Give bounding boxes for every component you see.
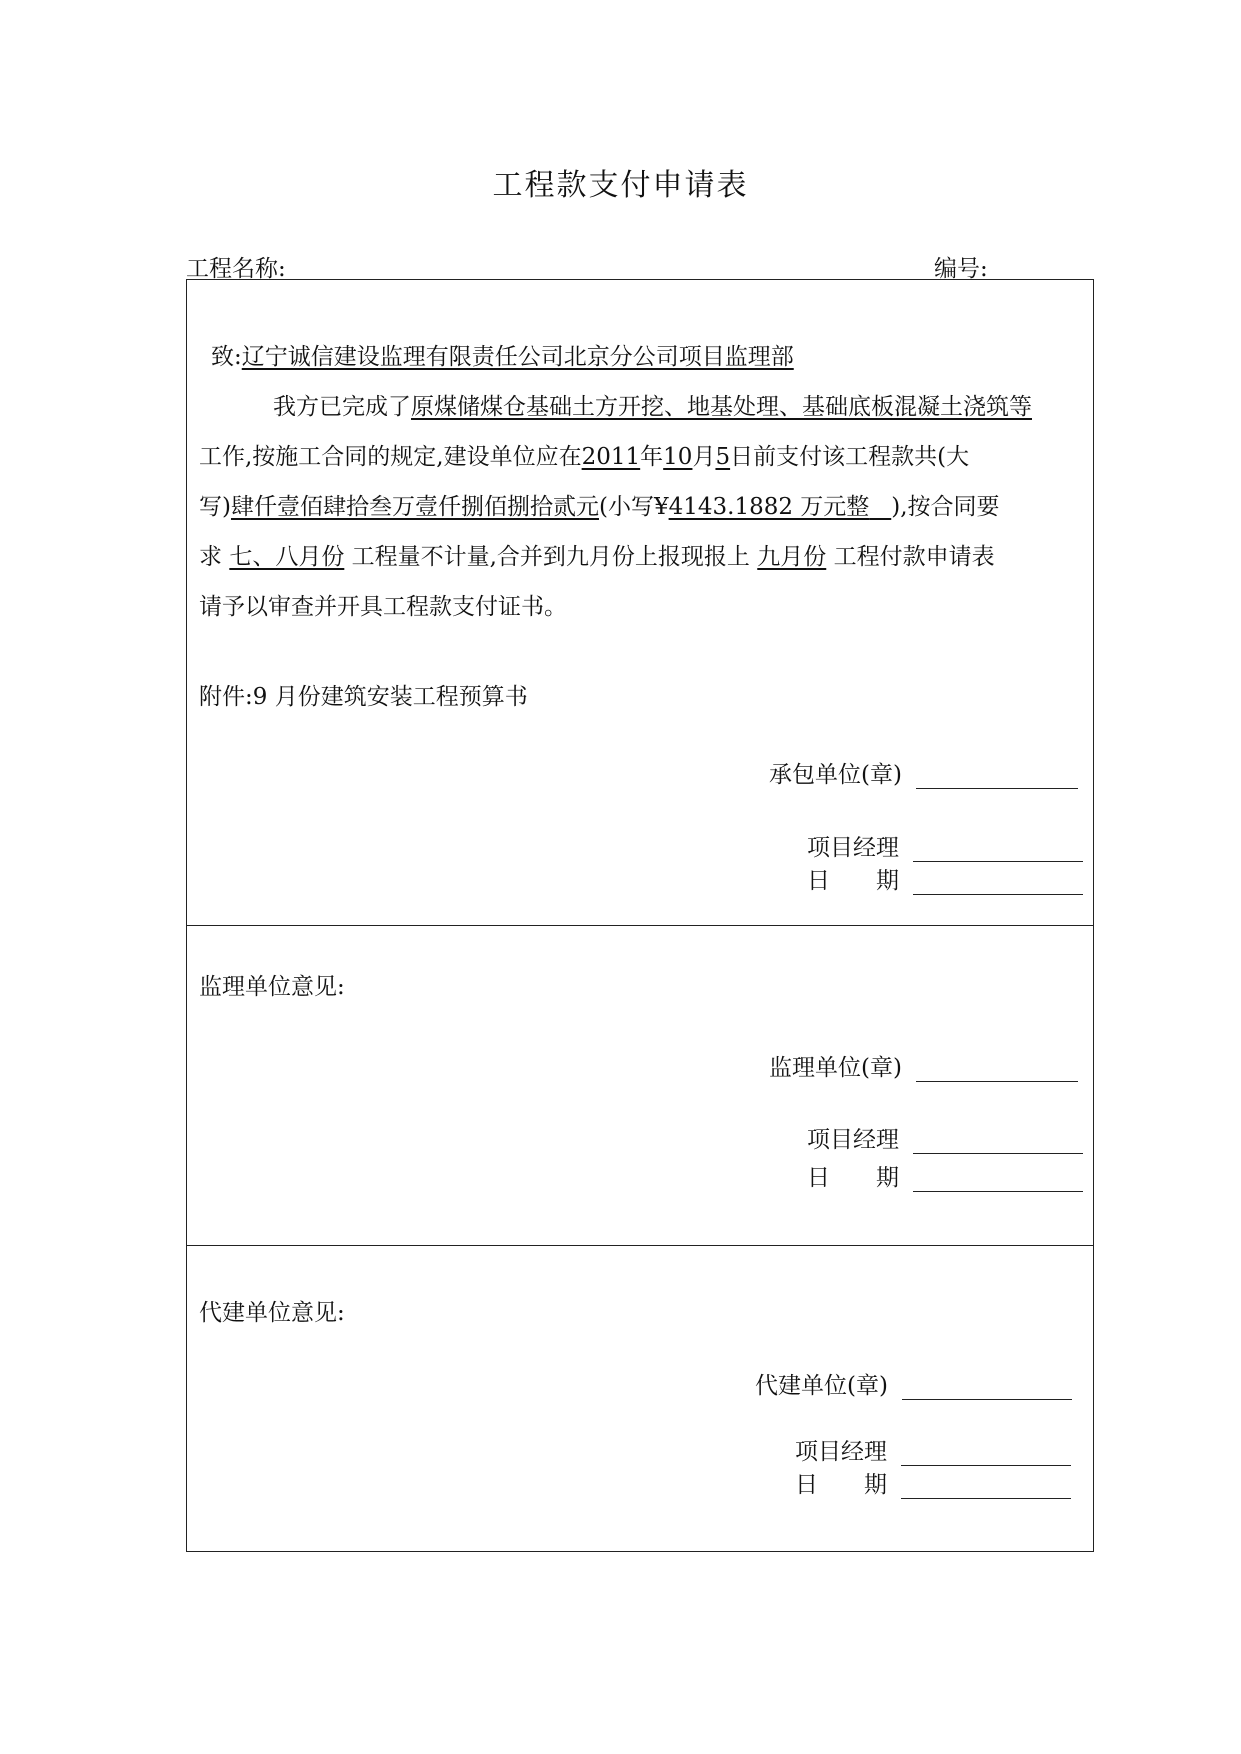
contractor-date: 日 期 — [807, 862, 1083, 895]
excluded-months: 七、八月份 — [229, 544, 345, 570]
application-section — [187, 280, 1093, 926]
body-line-5: 请予以审查并开具工程款支付证书。 — [199, 594, 567, 620]
payment-year: 2011 — [581, 444, 641, 470]
document-title: 工程款支付申请表 — [492, 168, 749, 203]
agent-blank — [902, 1375, 1072, 1400]
agent-section — [187, 1246, 1093, 1551]
supervision-signature: 监理单位(章) — [769, 1049, 1078, 1082]
agent-date-blank — [901, 1474, 1071, 1499]
attachment-line: 附件:9 月份建筑安装工程预算书 — [199, 684, 528, 710]
contractor-pm-signature: 项目经理 — [807, 829, 1083, 862]
agent-pm-blank — [901, 1441, 1071, 1466]
body-line-1: 我方已完成了原煤储煤仓基础土方开挖、地基处理、基础底板混凝土浇筑等 — [273, 394, 1032, 420]
work-description: 原煤储煤仓基础土方开挖、地基处理、基础底板混凝土浇筑等 — [411, 394, 1032, 420]
supervision-date: 日 期 — [807, 1159, 1083, 1192]
agent-date: 日 期 — [795, 1466, 1071, 1499]
supervision-section — [187, 926, 1093, 1246]
supervision-pm-signature: 项目经理 — [807, 1121, 1083, 1154]
supervision-opinion-label: 监理单位意见: — [199, 974, 345, 1000]
contractor-pm-blank — [913, 837, 1083, 862]
project-name-label: 工程名称: — [186, 256, 286, 282]
report-month: 九月份 — [757, 544, 827, 570]
payment-month: 10 — [663, 444, 693, 470]
contractor-blank — [916, 764, 1078, 789]
amount-in-figures: 4143.1882 万元整 — [668, 494, 870, 520]
body-line-3: 写)肆仟壹佰肆拾叁万壹仟捌佰捌拾贰元(小写¥4143.1882 万元整 ),按合同要 — [199, 494, 1000, 520]
contractor-date-blank — [913, 870, 1083, 895]
body-line-4: 求 七、八月份 工程量不计量,合并到九月份上报现报上 九月份 工程付款申请表 — [199, 544, 995, 570]
form-table — [186, 279, 1094, 1552]
agent-pm-signature: 项目经理 — [795, 1433, 1071, 1466]
agent-opinion-label: 代建单位意见: — [199, 1300, 345, 1326]
amount-in-words: 肆仟壹佰肆拾叁万壹仟捌佰捌拾贰元 — [230, 494, 599, 520]
addressee-value: 辽宁诚信建设监理有限责任公司北京分公司项目监理部 — [241, 344, 794, 370]
supervision-blank — [916, 1057, 1078, 1082]
body-line-2: 工作,按施工合同的规定,建设单位应在2011年10月5日前支付该工程款共(大 — [199, 444, 970, 470]
agent-signature: 代建单位(章) — [755, 1367, 1072, 1400]
number-label: 编号: — [934, 256, 988, 282]
contractor-signature: 承包单位(章) — [769, 756, 1078, 789]
supervision-pm-blank — [913, 1129, 1083, 1154]
addressee-line: 致:辽宁诚信建设监理有限责任公司北京分公司项目监理部 — [211, 344, 794, 370]
supervision-date-blank — [913, 1167, 1083, 1192]
payment-day: 5 — [715, 444, 731, 470]
